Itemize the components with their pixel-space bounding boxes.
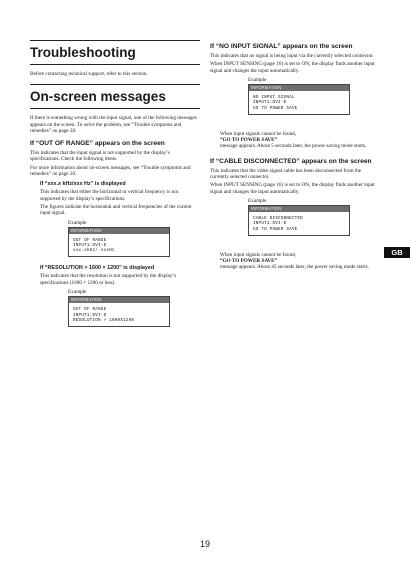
out-of-range-text: This indicates that the input signal is not supported by the display’s specifications. Check the following items. <box>30 150 170 163</box>
resolution-example <box>68 289 200 327</box>
no-input-text-1: This indicates that no signal is being input via the currently selected connector. <box>210 53 374 59</box>
osd-line: INPUT1:DVI-D <box>253 221 287 227</box>
section-intro: If there is something wrong with the input signal, one of the following messages appears on the screen. To solve the problem, see “Trouble symptoms and remedies” on page 20. <box>30 115 197 134</box>
intro-text: Before contacting technical support, refer to this section. <box>30 71 148 77</box>
frequency-text-1: This indicates that either the horizontal or vertical frequency is not supported by the display’s specifications. <box>40 189 179 202</box>
section-title: On-screen messages <box>30 84 200 109</box>
example-label: Example <box>68 219 87 226</box>
out-of-range-heading: If “OUT OF RANGE” appears on the screen <box>30 140 165 148</box>
no-input-after-bold: “GO TO POWER SAVE” <box>220 137 278 144</box>
resolution-heading: If “RESOLUTION > 1600 × 1200” is displayed <box>40 265 155 272</box>
frequency-heading: If “xxx.x kHz/xxx Hz” is displayed <box>40 181 126 188</box>
osd-header: INFORMATION <box>69 297 169 303</box>
osd-line: OUT OF RANGE <box>73 307 107 313</box>
osd-line: GO TO POWER SAVE <box>253 226 298 232</box>
osd-header: INFORMATION <box>69 228 169 234</box>
cable-after-bold: “GO TO POWER SAVE” <box>220 258 278 265</box>
no-input-after-1: When input signals cannot be found, <box>220 130 297 137</box>
left-column <box>30 40 200 331</box>
page-title: Troubleshooting <box>30 40 200 65</box>
osd-line: GO TO POWER SAVE <box>253 105 298 111</box>
out-of-range-more: For more information about on-screen messages, see “Trouble symptoms and remedies” on page 20. <box>30 164 191 178</box>
osd-screen <box>248 205 350 236</box>
frequency-example <box>68 220 200 258</box>
osd-line: NO INPUT SIGNAL <box>253 95 295 101</box>
osd-screen <box>68 227 170 258</box>
cable-heading: If “CABLE DISCONNECTED” appears on the screen <box>210 157 372 165</box>
no-input-after-2: message appears. About 5 seconds later, the power saving mode starts. <box>220 143 367 150</box>
cable-text-1: This indicates that the video signal cable has been disconnected from the currently selected connector. <box>210 167 362 180</box>
page-number: 19 <box>199 539 210 549</box>
osd-line: INPUT1:DVI-D <box>73 312 107 318</box>
cable-after-2: message appears. About 45 seconds later, the power saving mode starts. <box>220 264 369 271</box>
example-label: Example <box>248 197 267 204</box>
no-input-text-2: When INPUT SENSING (page 16) is set to ON, the display finds another input signal and changes the input automatically. <box>210 61 375 74</box>
language-tab: GB <box>384 247 410 258</box>
osd-line: CABLE DISCONNECTED <box>253 216 304 222</box>
right-column <box>210 40 378 273</box>
no-input-heading: If “NO INPUT SIGNAL” appears on the screen <box>210 43 353 50</box>
osd-line: xxx.xkHz/ xxxHz <box>73 248 115 254</box>
osd-line: INPUT1:DVI-D <box>73 243 107 249</box>
example-label: Example <box>68 289 87 296</box>
example-label: Example <box>248 76 267 83</box>
cable-text-2: When INPUT SENSING (page 16) is set to ON, the display finds another input signal and changes the input automatically. <box>210 182 375 195</box>
no-input-example <box>248 77 378 115</box>
osd-line: RESOLUTION > 1600X1200 <box>73 317 135 323</box>
resolution-text: This indicates that the resolution is not supported by the display’s specifications (1600 × 1200 or less). <box>40 273 177 286</box>
cable-after-1: When input signals cannot be found, <box>220 251 297 258</box>
osd-screen <box>248 84 350 115</box>
osd-line: INPUT1:DVI-D <box>253 100 287 106</box>
frequency-text-2: The figures indicate the horizontal and vertical frequencies of the current input signal. <box>40 203 192 217</box>
cable-example <box>248 198 378 236</box>
osd-screen <box>68 296 170 327</box>
osd-header: INFORMATION <box>249 206 349 212</box>
osd-line: OUT OF RANGE <box>73 237 107 243</box>
osd-header: INFORMATION <box>249 85 349 91</box>
